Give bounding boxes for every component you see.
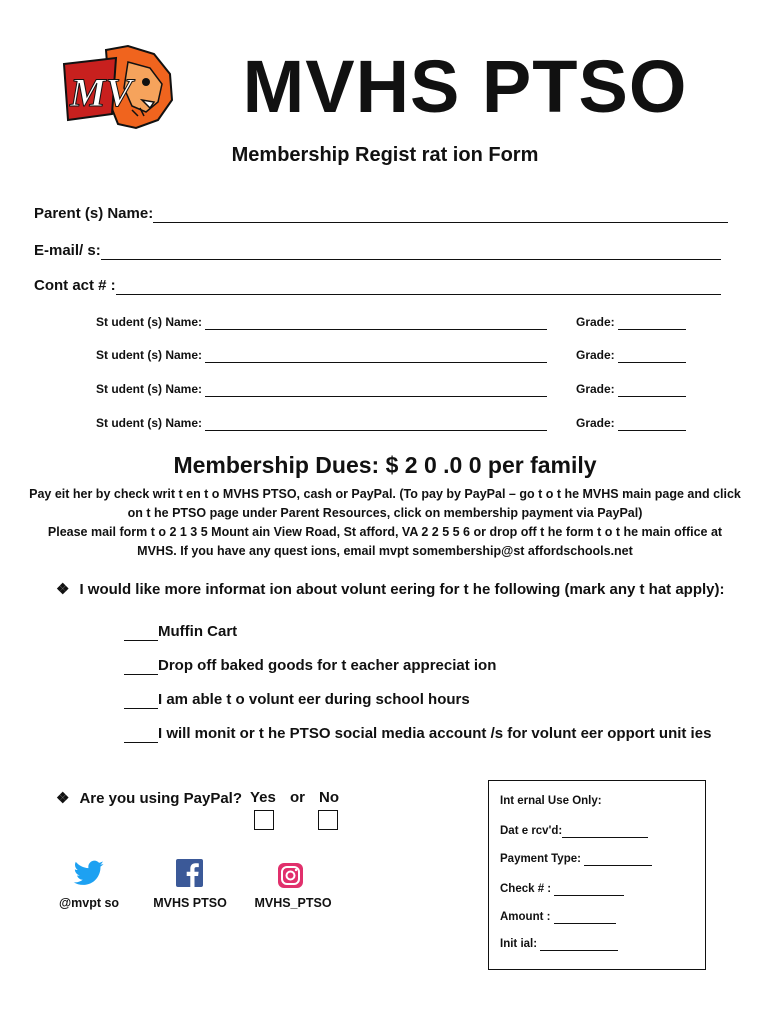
parent-name-field[interactable] <box>34 205 728 223</box>
volunteer-option-social-media[interactable] <box>124 725 711 743</box>
svg-text:MV: MV <box>70 70 133 115</box>
student-name-label: St udent (s) Name: <box>96 348 203 362</box>
payment-line: on t he PTSO page under Parent Resources, click on membership payment via PayPal) <box>127 506 643 520</box>
facebook-handle[interactable]: MVHS PTSO <box>153 896 227 910</box>
option-blank[interactable] <box>124 657 158 675</box>
grade-label: Grade: <box>576 416 615 430</box>
student-name-field-4[interactable] <box>96 416 547 431</box>
student-name-label: St udent (s) Name: <box>96 315 203 329</box>
volunteer-option-baked-goods[interactable] <box>124 657 496 675</box>
grade-label: Grade: <box>576 315 615 329</box>
date-received-field[interactable]: Dat e rcv'd: <box>500 825 648 838</box>
grade-field-3[interactable] <box>576 382 686 397</box>
parent-name-line[interactable] <box>153 205 728 223</box>
grade-field-4[interactable] <box>576 416 686 431</box>
initial-field[interactable]: Init ial: <box>500 938 618 951</box>
student-name-field-2[interactable] <box>96 348 547 363</box>
email-line[interactable] <box>101 242 721 260</box>
email-label: E-mail/ s: <box>34 242 101 259</box>
paypal-yes-checkbox[interactable] <box>254 810 274 830</box>
contact-number-label: Cont act # : <box>34 277 116 294</box>
student-name-label: St udent (s) Name: <box>96 416 203 430</box>
student-name-field-3[interactable] <box>96 382 547 397</box>
instagram-icon <box>278 863 303 888</box>
option-blank[interactable] <box>124 623 158 641</box>
paypal-no-checkbox[interactable] <box>318 810 338 830</box>
student-name-label: St udent (s) Name: <box>96 382 203 396</box>
facebook-icon <box>176 859 203 887</box>
email-field[interactable] <box>34 242 721 260</box>
instagram-handle[interactable]: MVHS_PTSO <box>254 896 332 910</box>
option-label: I will monit or t he PTSO social media account /s for volunt eer opport unit ies <box>158 725 712 742</box>
volunteer-option-muffin-cart[interactable] <box>124 623 237 641</box>
paypal-question: ❖ Are you using PayPal? <box>56 790 242 807</box>
amount-field[interactable]: Amount : <box>500 911 616 924</box>
twitter-icon <box>73 860 105 888</box>
contact-number-field[interactable] <box>34 277 721 295</box>
payment-line: Pay eit her by check writ t en t o MVHS PTSO, cash or PayPal. (To pay by PayPal – go t o t he MVHS main page and click <box>29 487 741 501</box>
internal-use-title: Int ernal Use Only: <box>500 795 602 807</box>
diamond-bullet-icon: ❖ <box>56 790 70 807</box>
option-label: Drop off baked goods for t eacher appreciat ion <box>158 657 497 674</box>
grade-label: Grade: <box>576 382 615 396</box>
membership-dues-heading: Membership Dues: $ 2 0 .0 0 per family <box>173 452 597 478</box>
grade-field-2[interactable] <box>576 348 686 363</box>
grade-label: Grade: <box>576 348 615 362</box>
payment-type-field[interactable]: Payment Type: <box>500 853 652 866</box>
option-blank[interactable] <box>124 691 158 709</box>
payment-line: MVHS. If you have any quest ions, email mvpt somembership@st affordschools.net <box>137 544 633 558</box>
payment-line: Please mail form t o 2 1 3 5 Mount ain View Road, St afford, VA 2 2 5 5 6 or drop off t he form t o t he main office at <box>47 525 723 539</box>
parent-name-label: Parent (s) Name: <box>34 205 154 222</box>
check-number-field[interactable]: Check # : <box>500 883 624 896</box>
contact-number-line[interactable] <box>116 277 721 295</box>
paypal-no-label: No <box>319 789 339 806</box>
mvhs-cougar-logo-icon <box>58 44 176 132</box>
option-label: Muffin Cart <box>158 623 238 640</box>
form-subtitle: Membership Regist rat ion Form <box>231 144 539 166</box>
option-blank[interactable] <box>124 725 158 743</box>
paypal-yes-label: Yes <box>250 789 276 806</box>
option-label: I am able t o volunt eer during school hours <box>158 691 470 708</box>
grade-field-1[interactable] <box>576 315 686 330</box>
student-name-field-1[interactable] <box>96 315 547 330</box>
internal-use-box <box>488 780 706 970</box>
payment-instructions <box>20 485 750 561</box>
page-title: MVHS PTSO <box>242 45 688 128</box>
paypal-or-label: or <box>290 789 305 806</box>
diamond-bullet-icon: ❖ <box>56 581 70 598</box>
twitter-handle[interactable]: @mvpt so <box>58 896 120 910</box>
volunteer-question: ❖ I would like more informat ion about volunt eering for t he following (mark any t hat apply): <box>56 581 725 598</box>
volunteer-option-school-hours[interactable] <box>124 691 470 709</box>
